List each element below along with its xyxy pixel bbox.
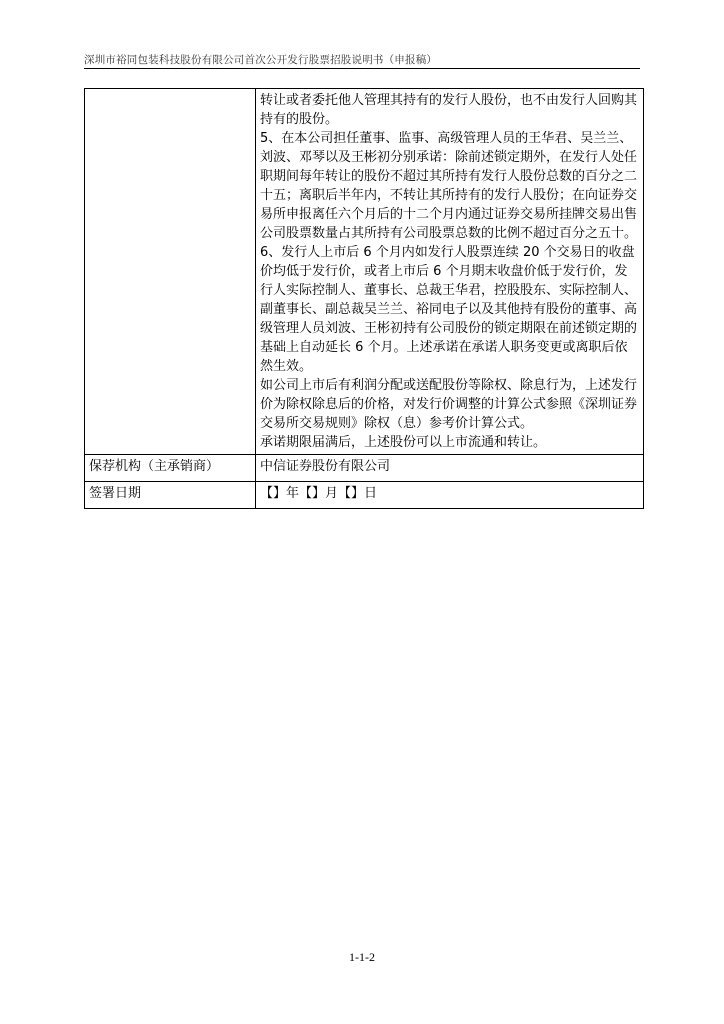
signing-date-value: 【】年【】月【】日 xyxy=(256,482,644,509)
header-divider xyxy=(84,68,640,69)
commitment-paragraph-5: 承诺期限届满后，上述股份可以上市流通和转让。 xyxy=(260,435,547,450)
commitment-paragraph-3: 6、发行人上市后 6 个月内如发行人股票连续 20 个交易日的收盘价均低于发行价，或者上市后 6 个月期末收盘价低于发行价，发行人实际控制人、董事长、总裁王华君，控股股东、实际控制人、副董事长、副总裁吴兰兰、裕同电子以及其他持有股份的董事、高级管理人员刘波、王彬初持有公司股份的锁定期限在前述锁定期的基础上自动延长 6 个月。上述承诺在承诺人职务变更或离职后依然生效。 xyxy=(260,245,638,374)
table-row-lockup-commitments xyxy=(85,89,644,455)
prospectus-table xyxy=(84,88,644,509)
commitment-paragraph-2: 5、在本公司担任董事、监事、高级管理人员的王华君、吴兰兰、刘波、邓琴以及王彬初分别承诺：除前述锁定期外，在发行人处任职期间每年转让的股份不超过其所持有发行人股份总数的百分之二十五；离职后半年内，不转让其所持有的发行人股份；在向证券交易所申报离任六个月后的十二个月内通过证券交易所挂牌交易出售公司股票数量占其所持有公司股票总数的比例不超过百分之五十。 xyxy=(260,131,638,241)
commitment-text-cell xyxy=(256,89,644,455)
table-row-sponsor xyxy=(85,455,644,482)
page-number: 1-1-2 xyxy=(349,950,375,964)
row-label-empty xyxy=(85,89,256,455)
running-header: 深圳市裕同包装科技股份有限公司首次公开发行股票招股说明书（申报稿） xyxy=(84,54,438,66)
sponsor-value: 中信证券股份有限公司 xyxy=(256,455,644,482)
table-row-signing-date xyxy=(85,482,644,509)
signing-date-label: 签署日期 xyxy=(85,482,256,509)
commitment-paragraph-1: 转让或者委托他人管理其持有的发行人股份，也不由发行人回购其持有的股份。 xyxy=(260,93,638,127)
commitment-paragraph-4: 如公司上市后有利润分配或送配股份等除权、除息行为，上述发行价为除权除息后的价格，对发行价调整的计算公式参照《深圳证券交易所交易规则》除权（息）参考价计算公式。 xyxy=(260,378,638,431)
sponsor-label: 保荐机构（主承销商） xyxy=(85,455,256,482)
